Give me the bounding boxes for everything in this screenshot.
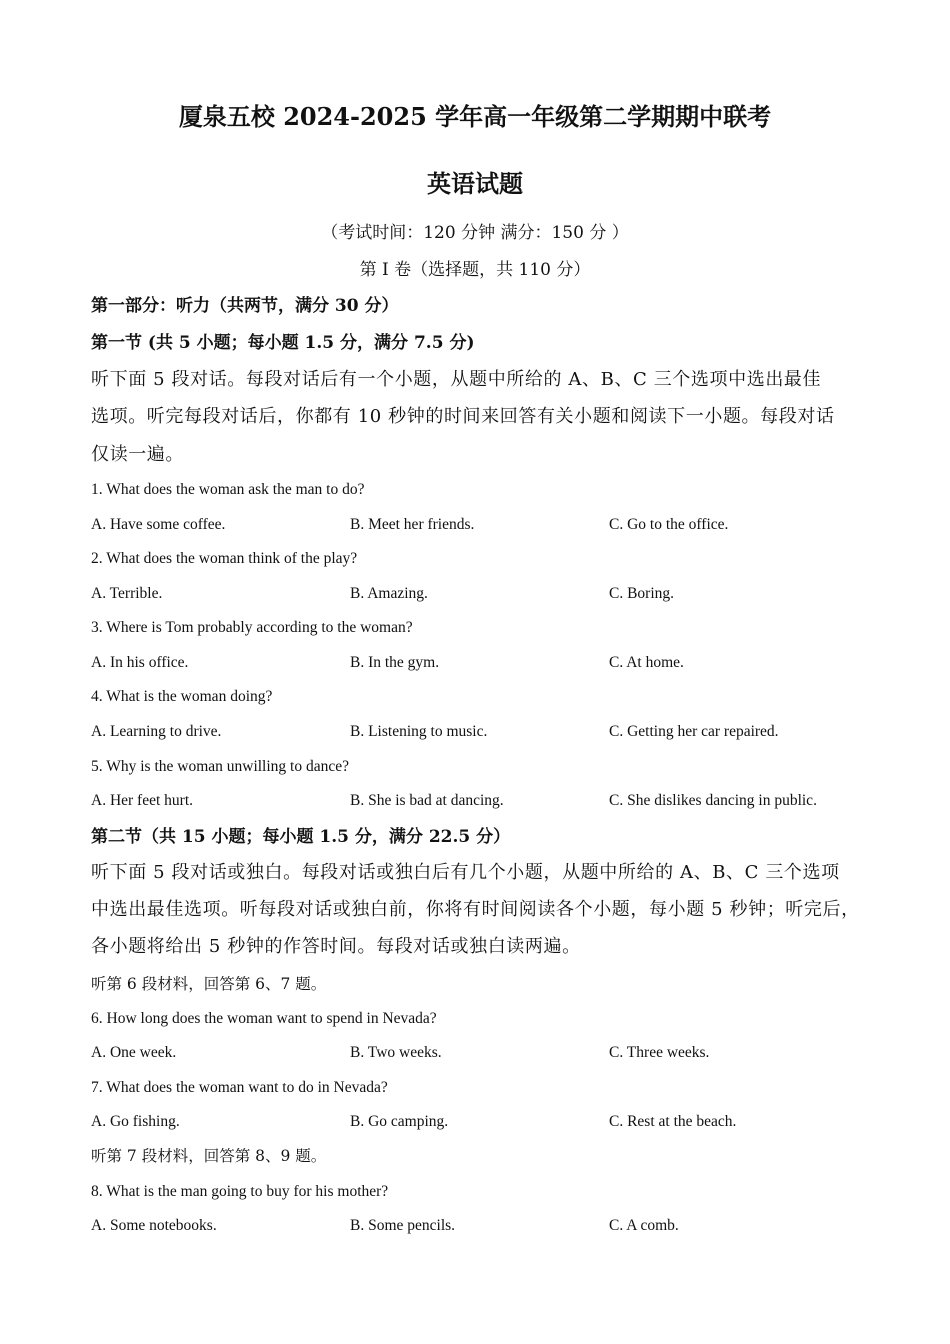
option-c: C. Three weeks. xyxy=(609,1044,710,1061)
option-b: B. Listening to music. xyxy=(350,723,488,740)
option-c: C. A comb. xyxy=(609,1217,679,1234)
section1-instruction-line: 听下面 5 段对话。每段对话后有一个小题，从题中所给的 A、B、C 三个选项中选出最佳 xyxy=(91,369,822,390)
option-a: A. One week. xyxy=(91,1044,177,1061)
question-stem: 5. Why is the woman unwilling to dance? xyxy=(91,758,349,775)
question-stem: 8. What is the man going to buy for his mother? xyxy=(91,1183,389,1200)
option-b: B. Amazing. xyxy=(350,585,428,602)
option-b: B. Meet her friends. xyxy=(350,516,475,533)
question-stem: 3. Where is Tom probably according to the woman? xyxy=(91,619,413,636)
section1-instruction-line: 仅读一遍。 xyxy=(91,444,184,465)
material-note: 听第 7 段材料，回答第 8、9 题。 xyxy=(91,1147,327,1165)
option-c: C. Rest at the beach. xyxy=(609,1113,737,1130)
option-a: A. In his office. xyxy=(91,654,189,671)
section2-heading: 第二节（共 15 小题；每小题 1.5 分，满分 22.5 分） xyxy=(91,827,511,847)
section2-instruction-line: 各小题将给出 5 秒钟的作答时间。每段对话或独白读两遍。 xyxy=(91,936,581,957)
material-note: 听第 6 段材料，回答第 6、7 题。 xyxy=(91,975,327,993)
option-b: B. Some pencils. xyxy=(350,1217,456,1234)
question-stem: 4. What is the woman doing? xyxy=(91,688,273,705)
option-a: A. Learning to drive. xyxy=(91,723,222,740)
option-b: B. In the gym. xyxy=(350,654,440,671)
exam-subject-title: 英语试题 xyxy=(427,169,523,198)
option-c: C. Go to the office. xyxy=(609,516,729,533)
exam-time-info: （考试时间：120 分钟 满分：150 分 ） xyxy=(321,223,629,243)
option-a: A. Go fishing. xyxy=(91,1113,180,1130)
exam-title: 厦泉五校 2024-2025 学年高一年级第二学期期中联考 xyxy=(178,102,772,131)
part1-heading: 第一部分：听力（共两节，满分 30 分） xyxy=(91,296,399,316)
option-a: A. Some notebooks. xyxy=(91,1217,217,1234)
option-c: C. She dislikes dancing in public. xyxy=(609,792,817,809)
option-a: A. Her feet hurt. xyxy=(91,792,193,809)
question-stem: 2. What does the woman think of the play? xyxy=(91,550,358,567)
question-stem: 1. What does the woman ask the man to do? xyxy=(91,481,365,498)
option-c: C. Getting her car repaired. xyxy=(609,723,779,740)
option-b: B. Two weeks. xyxy=(350,1044,442,1061)
question-stem: 7. What does the woman want to do in Nevada? xyxy=(91,1079,388,1096)
option-a: A. Terrible. xyxy=(91,585,163,602)
volume-info: 第 I 卷（选择题，共 110 分） xyxy=(359,260,591,280)
option-b: B. Go camping. xyxy=(350,1113,449,1130)
option-b: B. She is bad at dancing. xyxy=(350,792,504,809)
section1-heading: 第一节 (共 5 小题；每小题 1.5 分，满分 7.5 分) xyxy=(91,333,475,353)
option-c: C. At home. xyxy=(609,654,684,671)
question-stem: 6. How long does the woman want to spend in Nevada? xyxy=(91,1010,437,1027)
section2-instruction-line: 中选出最佳选项。听每段对话或独白前，你将有时间阅读各个小题，每小题 5 秒钟；听完后， xyxy=(91,899,860,920)
option-a: A. Have some coffee. xyxy=(91,516,226,533)
section1-instruction-line: 选项。听完每段对话后，你都有 10 秒钟的时间来回答有关小题和阅读下一小题。每段对话 xyxy=(91,406,835,427)
section2-instruction-line: 听下面 5 段对话或独白。每段对话或独白后有几个小题，从题中所给的 A、B、C 三个选项 xyxy=(91,862,840,883)
option-c: C. Boring. xyxy=(609,585,675,602)
